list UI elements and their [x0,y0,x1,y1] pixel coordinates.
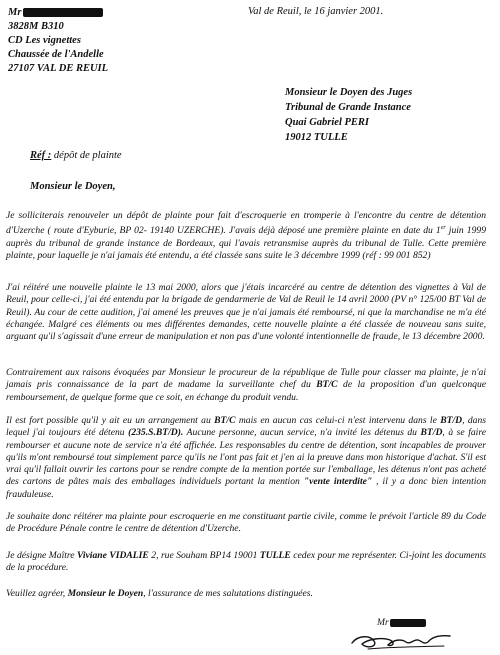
reference-text: dépôt de plainte [51,150,122,161]
recipient-block [285,85,412,145]
closing-text-b: , l'assurance de mes salutations distinguées. [143,588,313,599]
reference-line [30,150,122,161]
p3-text-b: de la proposition d'un quelconque remboursement, de quelque forme que ce soit, en échange du produit vendu. [6,379,486,403]
p1-superscript: er [440,225,446,232]
redacted-signer-name [390,619,426,627]
paragraph-6 [6,550,486,575]
p4-bold-2: BT/D [440,415,463,426]
sender-city: 27107 VAL DE REUIL [8,63,109,74]
p4-text-b: mais en aucun cas celui-ci n'est intervenu dans le [235,415,441,426]
signer-prefix: Mr [377,617,389,628]
sender-id: 3828M B310 [8,21,64,32]
sender-line3: Chaussée de l'Andelle [8,49,104,60]
closing-paragraph [6,588,486,600]
redacted-name [23,8,103,17]
recipient-line2: Tribunal de Grande Instance [285,102,411,113]
p4-text-a: Il est fort possible qu'il y ait eu un arrangement au [6,415,215,426]
p6-text-c: cedex pour me représenter. Ci-joint les documents de la procédure. [6,550,486,574]
salutation: Monsieur le Doyen, [30,181,116,192]
paragraph-5: Je souhaite donc réitérer ma plainte pour escroquerie en me constituant partie civile, comme le prévoit l'article 89 du Code de Procédure Pénale contre le centre de détention d'Uzerche. [6,511,486,535]
recipient-line4: 19012 TULLE [285,132,348,143]
p4-text-f: , il y a donc bien intention frauduleuse. [6,476,486,500]
paragraph-3 [6,367,486,404]
reference-label: Réf : [30,150,52,161]
p4-bold-5: "vente interdite" [303,476,373,488]
p6-text-a: Je désigne Maître [6,550,78,561]
p3-text-a: Contrairement aux raisons évoquées par Monsieur le procureur de la république de Tulle pour classer ma plainte, je n'ai jamais pris connaissance de la part de madame la surveillante chef du [6,367,486,391]
p1-text-b: juin 1999 auprès du tribunal de grande instance de Bordeaux, qui l'avais retransmise auprès du tribunal de Tulle. Cette première plainte, pour laquelle je n'ai jamais été entendu, a été classée sans suite le 3 décembre 1999 (réf : 99 001 852) [6,225,486,262]
paragraph-2: J'ai réitéré une nouvelle plainte le 13 mai 2000, alors que j'étais incarcéré au centre de détention des vignettes à Val de Reuil, pour celle-ci, j'ai été entendu par la brigade de gendarmerie de Val de Reuil le 14 avril 2000 (PV n° 125/00 BT Val de Reuil). Au cour de cette audition, j'ai amené les preuves que je n'ai jamais été remboursé, ni que la marchandise ne m'a été échangée. Malgré ces éléments ou mes différentes demandes, cette nouvelle plainte a été classée de nouveau sans suite, arguant qu'il s'agissait d'une erreur de manipulation et non pas d'une volonté intentionnelle de fraude, le 13 décembre 2000. [6,282,486,343]
recipient-line1: Monsieur le Doyen des Juges [285,87,413,98]
closing-bold: Monsieur le Doyen [67,588,144,599]
p4-bold-3: (235.S.BT/D). [128,427,184,439]
p1-text-a: Je solliciterais renouveler un dépôt de plainte pour fait d'escroquerie en tromperie à l'encontre du centre de détention d'Uzerche ( route d'Eyburie, BP 02- 19140 UZERCHE). J'avais déjà déposé une première plainte en date du 1 [6,210,486,237]
p4-text-e: , à se faire rembourser et aucune note de service n'a été affichée. Les responsables du centre de détention, sont incapables de prouver qu'ils m'ont remboursé tout simplement parce qu'ils ne l'ont pas fait et j'en ai la preuve dans mon historique d'achat. S'il est vrai qu'il fallait ouvrir les cartons pour se rendre compte de la mention portée sur l'emballage, les détenus n'ont pas acheté des cartons de pâtes mais des emballages individuels portant la mention [6,427,486,488]
p6-bold-city: TULLE [259,550,291,561]
p4-bold-1: BT/C [214,415,236,426]
recipient-line3: Quai Gabriel PERI [285,117,370,128]
place-date: Val de Reuil, le 16 janvier 2001. [248,6,384,17]
p4-bold-4: BT/D [420,427,443,439]
sender-block [8,6,108,76]
paragraph-4 [6,415,486,501]
p3-bold-btc: BT/C [316,379,338,391]
closing-text-a: Veuillez agréer, [6,588,68,599]
paragraph-1 [6,210,486,262]
p6-bold-name: Viviane VIDALIE [77,550,149,561]
sender-name-line [8,6,108,20]
p6-text-b: 2, rue Souham BP14 19001 [148,550,260,561]
p4-text-d: Aucune personne, aucun service, n'a invité les détenus du [183,427,421,439]
p4-text-c: , dans lequel j'ai toujours été détenu [6,415,486,439]
handwritten-signature [348,627,458,653]
sender-line2: CD Les vignettes [8,35,81,46]
sender-prefix: Mr [8,7,22,18]
